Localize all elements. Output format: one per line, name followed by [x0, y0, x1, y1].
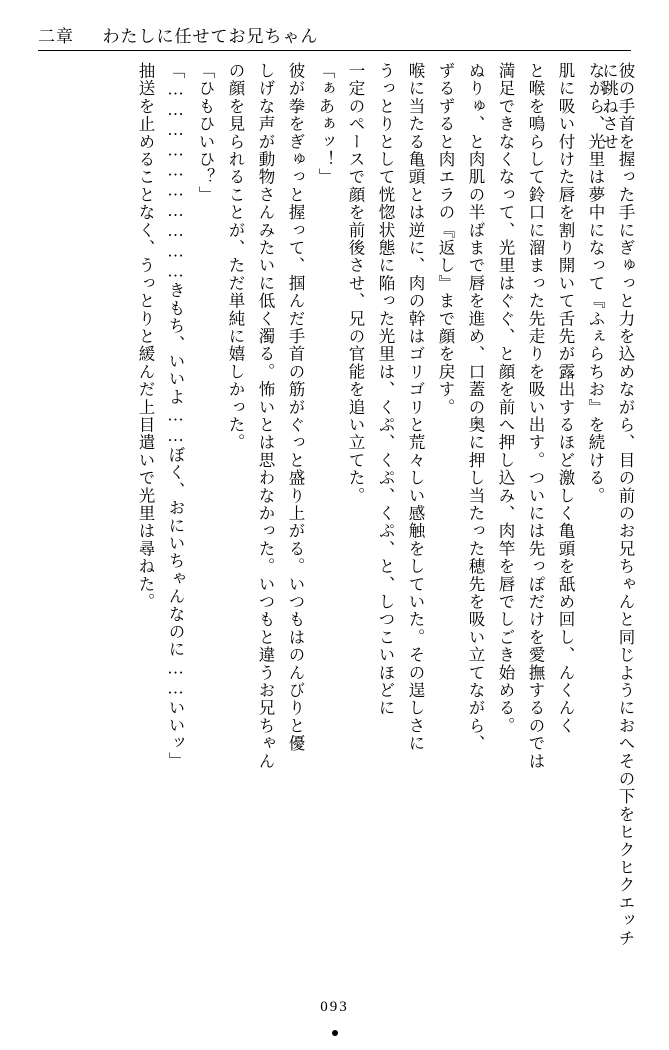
text-column: 「ぁあぁッ！」 [316, 62, 335, 186]
text-column: 彼が拳をぎゅっと握って、掴んだ手首の筋がぐっと盛り上がる。いつもはのんびりと優 [286, 62, 305, 753]
page-footer [0, 998, 669, 1016]
text-column: ながら、光里は夢中になって『ふぇらちお』を続ける。 [586, 62, 605, 505]
text-column: 彼の手首を握った手にぎゅっと力を込めながら、目の前のお兄ちゃんと同じようにおへその下をヒクヒクエッチに跳ねさせ [599, 62, 635, 947]
text-column: しげな声が動物さんみたいに低く濁る。怖いとは思わなかった。いつもと違うお兄ちゃん [256, 62, 275, 770]
page-header [38, 22, 631, 54]
text-column: と喉を鳴らして鈴口に溜まった先走りを吸い出す。ついには先っぽだけを愛撫するのでは [526, 62, 545, 770]
header-divider [38, 50, 631, 51]
text-column: 肌に吸い付けた唇を割り開いて舌先が露出するほど激しく亀頭を舐め回し、んくんく [556, 62, 575, 735]
body-text [36, 62, 633, 980]
text-column: 喉に当たる亀頭とは逆に、肉の幹はゴリゴリと荒々しい感触をしていた。その逞しさに [406, 62, 425, 753]
page-number: 093 [320, 999, 349, 1015]
text-column: ぬりゅ、と肉肌の半ばまで唇を進め、口蓋の奥に押し当たった穂先を吸い立てながら、 [466, 62, 485, 753]
text-column: 「…………………………きもち、いいよ……ぼく、おにいちゃんなのに……いいッ」 [166, 62, 185, 770]
chapter-label: 二章 [38, 27, 74, 46]
text-column: うっとりとして恍惚状態に陥った光里は、くぷ、くぷ、くぷ、と、しつこいほどに [376, 62, 395, 717]
chapter-heading [38, 22, 631, 47]
text-column: 一定のペースで顔を前後させ、兄の官能を追い立てた。 [346, 62, 365, 505]
text-column: の顔を見られることが、ただ単純に嬉しかった。 [226, 62, 245, 452]
chapter-title: わたしに任せてお兄ちゃん [102, 27, 319, 46]
text-column: 満足できなくなって、光里はぐぐ、と顔を前へ押し込み、肉竿を唇でしごき始める。 [496, 62, 515, 735]
text-column: 抽送を止めることなく、うっとりと緩んだ上目遣いで光里は尋ねた。 [136, 62, 155, 611]
footer-dot-ornament [332, 1030, 338, 1036]
text-column: 「ひもひいひ？」 [196, 62, 215, 204]
text-column: ずるずると肉エラの『返し』まで顔を戻す。 [436, 62, 455, 416]
